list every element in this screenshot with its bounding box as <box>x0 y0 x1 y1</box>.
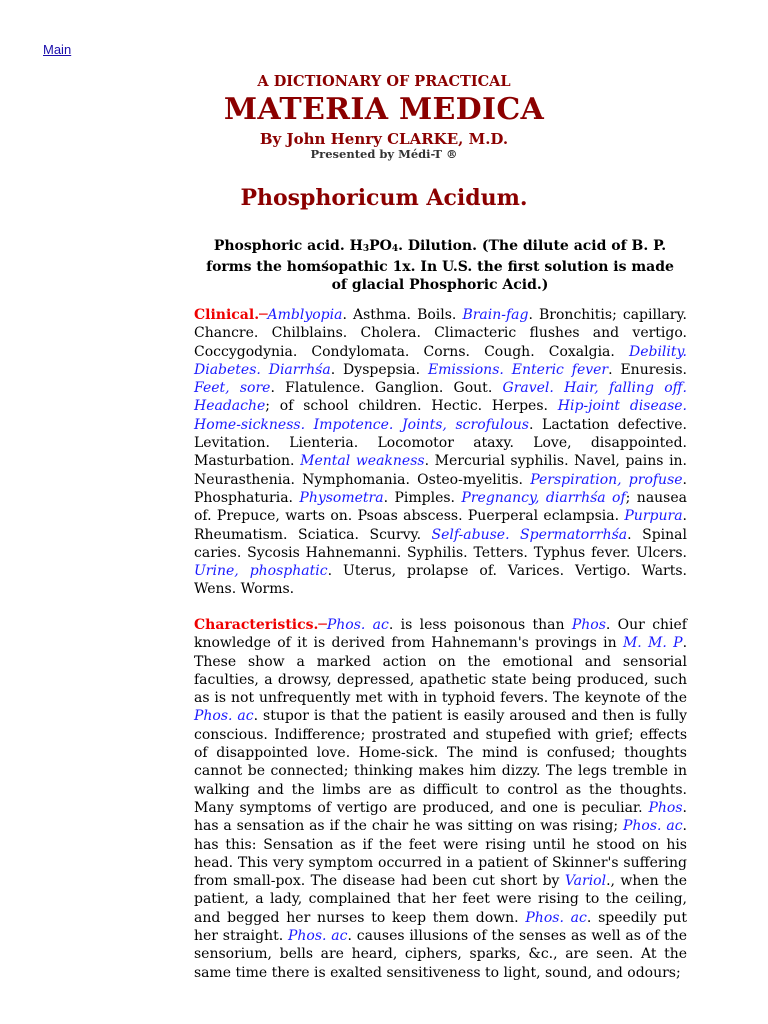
characteristics-body <box>194 617 687 981</box>
remedy-intro <box>198 237 682 295</box>
characteristics-text: . is less poisonous than <box>388 617 572 633</box>
author-line: By John Henry CLARKE, M.D. <box>259 130 509 148</box>
characteristics-link[interactable]: Phos <box>571 617 606 633</box>
clinical-text: . Asthma. Boils. <box>342 307 463 323</box>
intro-subscript-2: 4 <box>391 244 399 254</box>
characteristics-link[interactable]: Phos. ac <box>194 708 254 725</box>
clinical-link[interactable]: Feet, sore <box>194 380 271 397</box>
book-title: MATERIA MEDICA <box>223 92 545 127</box>
main-link[interactable]: Main <box>43 42 72 57</box>
clinical-link[interactable]: Purpura <box>624 508 683 525</box>
clinical-label: Clinical. <box>194 307 260 323</box>
characteristics-text: . causes illusions of the senses as well as of the sensorium, bells are heard, ciphers, sparks, &c., are seen. At the same time there is exalted sensitiveness to light, sound, and odours; <box>194 928 688 981</box>
characteristics-link[interactable]: Phos <box>648 799 683 816</box>
clinical-text: . Dyspepsia. <box>330 361 428 378</box>
characteristics-text: . speedily put her straight. <box>194 909 687 945</box>
clinical-text: . Mercurial syphilis. Navel, pains in. Neurasthenia. Nymphomania. Osteo-myelitis. <box>194 453 688 488</box>
clinical-text: . Flatulence. Ganglion. Gout. <box>270 380 503 397</box>
characteristics-section <box>194 616 687 982</box>
presented-by-line: Presented by Médi-T ® <box>310 147 458 161</box>
characteristics-link[interactable]: Phos. ac <box>525 909 587 926</box>
intro-mid: PO <box>369 238 392 254</box>
clinical-link[interactable]: Hip-joint disease. Home-sickness. Impotence. Joints, scrofulous <box>194 398 687 433</box>
clinical-link[interactable]: Amblyopia <box>267 307 343 323</box>
characteristics-link[interactable]: Variol <box>564 873 607 890</box>
clinical-link[interactable]: Debility. Diabetes. Diarrhśa <box>194 343 687 378</box>
characteristics-dash: ─ <box>318 617 327 633</box>
clinical-text: ; of school children. Hectic. Herpes. <box>265 398 558 415</box>
clinical-link[interactable]: Urine, phosphatic <box>194 563 328 580</box>
characteristics-link[interactable]: Phos. ac <box>287 928 348 945</box>
clinical-text: . Pimples. <box>383 489 462 506</box>
clinical-link[interactable]: Gravel. Hair, falling off. Headache <box>194 380 687 415</box>
characteristics-text: . stupor is that the patient is easily aroused and then is fully conscious. Indifference; prostrated and stupefied with grief; effects of disappointed love. Home-sick. The mind is confused; thoughts cannot be connected; thinking makes him dizzy. The legs tremble in walking and the limbs are as difficult to control as the thoughts. Many symptoms of vertigo are produced, and one is peculiar. <box>194 708 687 816</box>
characteristics-text: . Our chief knowledge of it is derived from Hahnemann's provings in <box>194 617 687 652</box>
clinical-link[interactable]: Self-abuse. Spermatorrhśa <box>431 526 628 543</box>
characteristics-text: . These show a marked action on the emotional and sensorial faculties, a drowsy, depressed, apathetic state being produced, such as is not unfrequently met with in typhoid fevers. The keynote of the <box>194 635 688 707</box>
characteristics-text: . has a sensation as if the chair he was sitting on was rising; <box>194 799 687 835</box>
clinical-section <box>194 306 687 599</box>
clinical-text: ; nausea of. Prepuce, warts on. Psoas abscess. Puerperal eclampsia. <box>194 489 688 525</box>
clinical-link[interactable]: Brain-fag <box>462 307 529 323</box>
characteristics-link[interactable]: Phos. ac <box>326 617 389 633</box>
clinical-text: . Rheumatism. Sciatica. Scurvy. <box>194 508 687 543</box>
clinical-text: . Bronchitis; capillary. Chancre. Chilblains. Cholera. Climacteric flushes and vertigo. Coccygodynia. Condylomata. Corns. Cough. Coxalgia. <box>194 307 687 360</box>
clinical-text: . Enuresis. <box>608 361 687 378</box>
clinical-link[interactable]: Pregnancy, diarrhśa of <box>461 489 626 506</box>
clinical-link[interactable]: Perspiration, profuse <box>530 471 683 488</box>
remedy-title: Phosphoricum Acidum. <box>240 185 528 211</box>
clinical-body <box>194 307 687 597</box>
clinical-text: . Phosphaturia. <box>194 471 687 506</box>
clinical-text: . Spinal caries. Sycosis Hahnemanni. Syphilis. Tetters. Typhus fever. Ulcers. <box>194 526 687 561</box>
intro-prefix: Phosphoric acid. H <box>213 238 363 254</box>
book-series-heading: A DICTIONARY OF PRACTICAL <box>257 73 511 90</box>
clinical-text: . Uterus, prolapse of. Varices. Vertigo. Warts. Wens. Worms. <box>194 563 687 598</box>
characteristics-link[interactable]: Phos. ac <box>622 818 683 835</box>
characteristics-text: ., when the patient, a lady, complained that her feet were rising to the ceiling, and begged her nurses to keep them down. <box>194 873 687 926</box>
clinical-text: . Lactation defective. Levitation. Lienteria. Locomotor ataxy. Love, disappointed. Masturbation. <box>194 416 687 470</box>
characteristics-link[interactable]: M. M. P <box>622 635 683 652</box>
characteristics-text: . has this: Sensation as if the feet were rising until he stood on his head. This very symptom occurred in a patient of Skinner's suffering from small-pox. The disease had been cut short by <box>194 818 687 890</box>
intro-subscript-1: 3 <box>362 244 370 254</box>
clinical-link[interactable]: Physometra <box>299 489 384 506</box>
characteristics-label: Characteristics. <box>194 617 319 633</box>
intro-rest: . Dilution. (The dilute acid of B. P. forms the homśopathic 1x. In U.S. the first solution is made of glacial Phosphoric Acid.) <box>206 238 674 293</box>
clinical-link[interactable]: Emissions. Enteric fever <box>427 361 609 378</box>
clinical-link[interactable]: Mental weakness <box>300 453 425 470</box>
clinical-dash: ─ <box>259 307 268 323</box>
